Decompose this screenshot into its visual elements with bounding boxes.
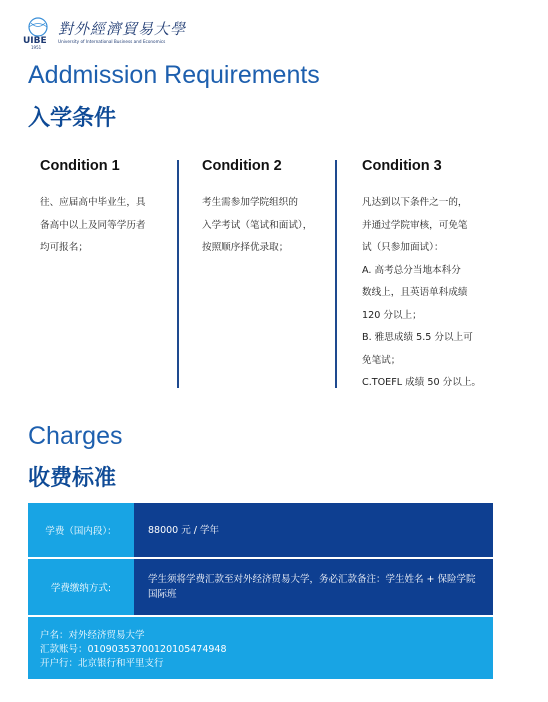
payment-row: [28, 559, 493, 615]
logo-english-name: University of International Business and Economics: [58, 39, 166, 44]
fee-table: [28, 503, 493, 679]
bank-name: 开户行：北京银行和平里支行: [40, 658, 164, 669]
account-number: 汇款账号：0109035370012010547494​8: [40, 644, 227, 655]
charges-title-cn: 收费标准: [28, 466, 117, 491]
payment-label: 学费缴纳方式:: [28, 559, 134, 615]
condition-3: [362, 158, 492, 395]
tuition-label: 学费（国内段）：: [28, 503, 134, 557]
svg-text:UIBE: UIBE: [23, 36, 47, 46]
payment-value: 学生须将学费汇款至对外经济贸易大学，务必汇款备注：学生姓名 + 保险学院国际班: [134, 559, 493, 615]
condition-1: [40, 158, 165, 260]
logo-chinese-name: 對外經濟貿易大學: [58, 20, 187, 38]
uibe-emblem-icon: [22, 16, 54, 46]
condition-2: [202, 158, 327, 260]
condition-1-title: Condition 1: [40, 158, 120, 174]
logo-year: 1951: [31, 45, 42, 50]
bank-details: [28, 617, 493, 679]
condition-3-title: Condition 3: [362, 158, 442, 174]
tuition-value: 88000 元 / 学年: [134, 503, 493, 557]
tuition-row: [28, 503, 493, 557]
admission-title-en: Addmission Requirements: [28, 61, 320, 89]
column-divider: [177, 160, 179, 388]
charges-title-en: Charges: [28, 422, 123, 450]
condition-2-text: 考生需参加学院组织的 入学考试（笔试和面试）， 按照顺序择优录取；: [202, 197, 313, 253]
university-logo: [22, 14, 187, 50]
condition-2-title: Condition 2: [202, 158, 282, 174]
condition-1-text: 往、应届高中毕业生，具 备高中以上及同等学历者 均可报名；: [40, 197, 146, 253]
condition-3-text: 凡达到以下条件之一的， 并通过学院审核，可免笔 试（只参加面试）： A. 高考总分当地本科分 数线上，且英语单科成绩 120 分以上； B. 雅思成绩 5.5 分以上可 免笔试； C.TOEFL 成绩 50 分以上。: [362, 197, 482, 388]
account-name: 户名：对外经济贸易大学: [40, 630, 145, 641]
column-divider: [335, 160, 337, 388]
admission-title-cn: 入学条件: [28, 106, 117, 131]
